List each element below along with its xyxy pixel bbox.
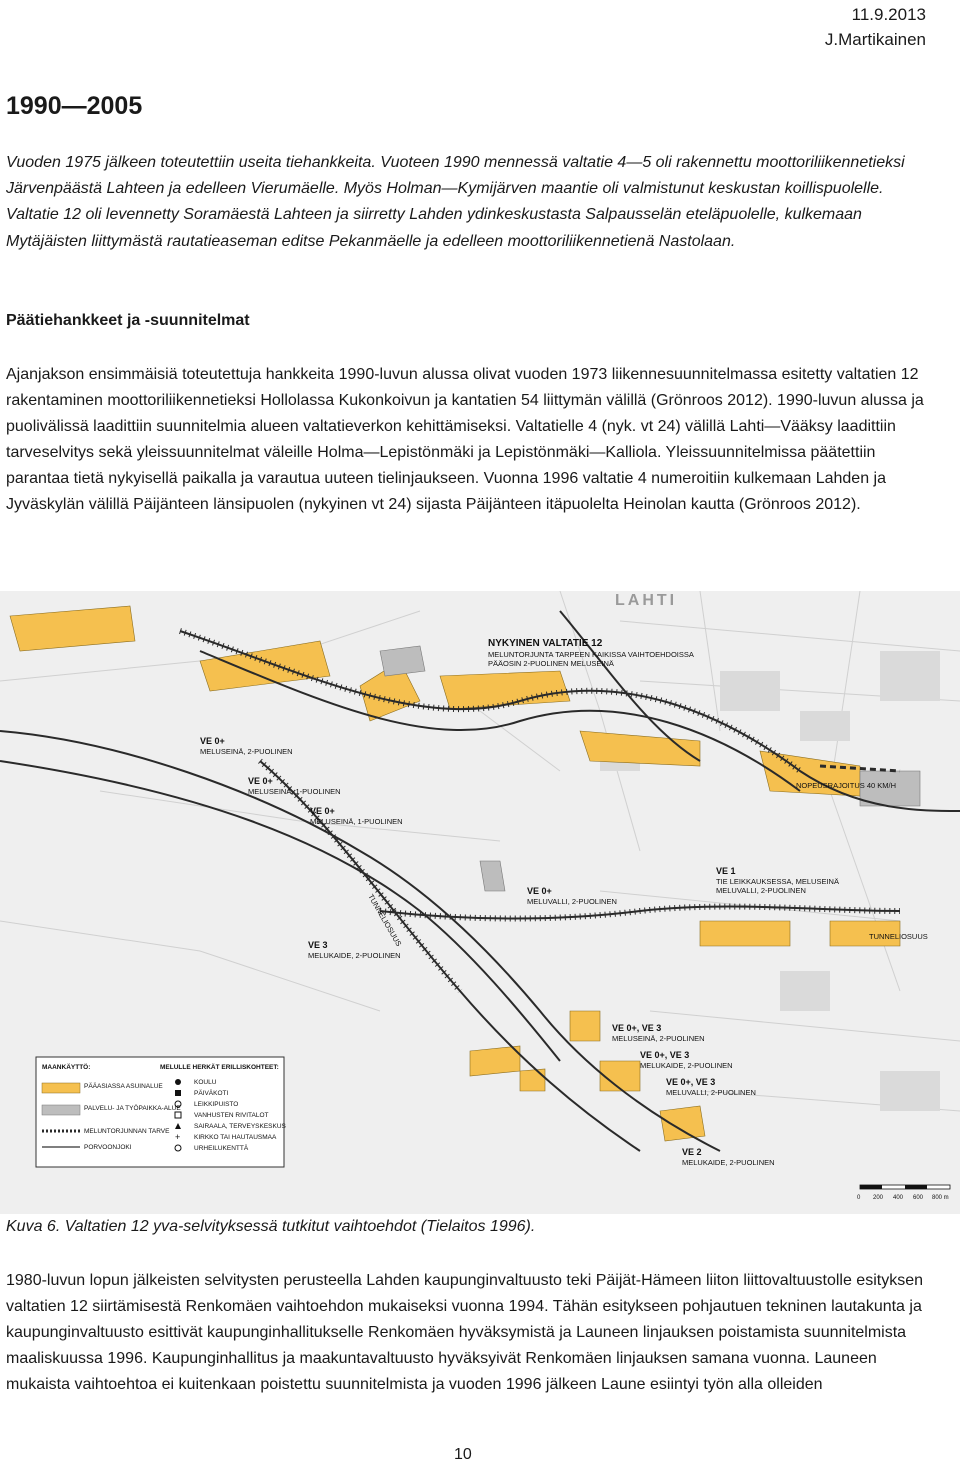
legend-left-title: MAANKÄYTTÖ: [42,1064,91,1071]
svg-text:NYKYINEN VALTATIE 12: NYKYINEN VALTATIE 12 [488,638,603,649]
map-city-label: LAHTI [615,592,678,609]
svg-text:MELUSEINÄ, 2-PUOLINEN: MELUSEINÄ, 2-PUOLINEN [612,1034,705,1043]
svg-text:MELUVALLI, 2-PUOLINEN: MELUVALLI, 2-PUOLINEN [666,1088,756,1097]
svg-text:VANHUSTEN RIVITALOT: VANHUSTEN RIVITALOT [194,1112,269,1119]
svg-text:0: 0 [857,1195,861,1201]
legend-river: PORVOONJOKI [84,1144,132,1151]
svg-text:VE 3: VE 3 [308,940,328,950]
subsection-heading: Päätiehankkeet ja -suunnitelmat [6,312,250,329]
svg-text:VE 2: VE 2 [682,1147,702,1157]
svg-text:200: 200 [873,1195,884,1201]
svg-text:VE 0+: VE 0+ [200,736,225,746]
svg-text:TUNNELIOSUUS: TUNNELIOSUUS [366,892,404,948]
svg-text:KOULU: KOULU [194,1079,217,1086]
svg-text:SAIRAALA, TERVEYSKESKUS: SAIRAALA, TERVEYSKESKUS [194,1123,286,1130]
svg-text:NOPEUSRAJOITUS 40 KM/H: NOPEUSRAJOITUS 40 KM/H [796,781,897,790]
svg-text:MELUKAIDE, 2-PUOLINEN: MELUKAIDE, 2-PUOLINEN [640,1061,733,1070]
section-title: 1990—2005 [6,92,143,120]
svg-text:MELUVALLI, 2-PUOLINEN: MELUVALLI, 2-PUOLINEN [527,897,617,906]
svg-text:PÄIVÄKOTI: PÄIVÄKOTI [194,1090,229,1097]
svg-text:600: 600 [913,1195,924,1201]
svg-text:MELUKAIDE, 2-PUOLINEN: MELUKAIDE, 2-PUOLINEN [308,951,401,960]
legend-service: PALVELU- JA TYÖPAIKKA-ALUE [84,1105,181,1112]
figure-caption: Kuva 6. Valtatien 12 yva-selvityksessä tutkitut vaihtoehdot (Tielaitos 1996). [6,1218,536,1235]
svg-text:PÄÄOSIN 2-PUOLINEN MELUSEINÄ: PÄÄOSIN 2-PUOLINEN MELUSEINÄ [488,659,614,668]
svg-text:400: 400 [893,1195,904,1201]
svg-text:TIE LEIKKAUKSESSA, MELUSEINÄ: TIE LEIKKAUKSESSA, MELUSEINÄ [716,877,839,886]
intro-paragraph: Vuoden 1975 jälkeen toteutettiin useita tiehankkeita. Vuoteen 1990 mennessä valtatie 4—5 oli rakennettu moottoriliikennetieksi Järvenpäästä Lahteen ja edelleen Vierumäelle. Myös Holman—Kymijärven maantie oli valmistunut keskustan koillispuolelle. Valtatie 12 oli levennetty Soramäestä Lahteen ja siirretty Lahden ydinkeskustasta Salpausselän eteläpuolelle, kulkemaan Mytäjäisten liittymästä rautatieaseman editse Pekanmäelle ja edelleen moottoriliikennetienä Nastolaan. [6,154,905,250]
svg-text:MELUSEINÄ, 1-PUOLINEN: MELUSEINÄ, 1-PUOLINEN [310,817,403,826]
svg-text:KIRKKO TAI HAUTAUSMAA: KIRKKO TAI HAUTAUSMAA [194,1134,277,1141]
svg-text:800 m: 800 m [932,1195,949,1201]
svg-text:LEIKKIPUISTO: LEIKKIPUISTO [194,1101,239,1108]
route-alternatives-map [0,591,960,1214]
page-number: 10 [454,1446,472,1463]
svg-text:MELUNTORJUNTA TARPEEN KAIKISSA: MELUNTORJUNTA TARPEEN KAIKISSA VAIHTOEHDOISSA [488,650,694,659]
page-header [825,2,926,52]
legend-noise: MELUNTORJUNNAN TARVE [84,1128,170,1135]
svg-text:MELUKAIDE, 2-PUOLINEN: MELUKAIDE, 2-PUOLINEN [682,1158,775,1167]
svg-text:MELUVALLI, 2-PUOLINEN: MELUVALLI, 2-PUOLINEN [716,886,806,895]
header-author: J.Martikainen [824,30,926,49]
legend-right-title: MELULLE HERKÄT ERILLISKOHTEET: [160,1064,279,1071]
svg-text:MELUSEINÄ, 2-PUOLINEN: MELUSEINÄ, 2-PUOLINEN [200,747,293,756]
body-paragraph-1: Ajanjakson ensimmäisiä toteutettuja hankkeita 1990-luvun alussa olivat vuoden 1973 liikennesuunnitelmassa esitetty valtatien 12 rakentaminen moottoriliikennetieksi Hollolassa Kukonkoivun ja kantatien 54 liittymän välillä (Grönroos 2012). 1990-luvun alussa ja puolivälissä laadittiin suunnitelmia alueen valtatieverkon kehittämiseksi. Valtatielle 4 (nyk. vt 24) välillä Lahti—Vääksy laadittiin tarveselvitys sekä yleissuunnitelmat väleille Holma—Lepistönmäki ja Lepistönmäki—Kalliola. Yleissuunnitelmissa päätettiin parantaa tietä nykyisellä paikalla ja varautua uuteen tielinjaukseen. Vuonna 1996 valtatie 4 numeroitiin kulkemaan Lahden ja Jyväskylän välillä Päijänteen länsipuolen (nykyinen vt 24) sijasta Päijänteen itäpuolelta Heinolan kautta (Grönroos 2012). [6,366,924,513]
svg-text:URHEILUKENTTÄ: URHEILUKENTTÄ [194,1145,249,1152]
header-date: 11.9.2013 [851,5,926,24]
svg-text:VE 0+, VE 3: VE 0+, VE 3 [666,1077,716,1087]
svg-text:VE 0+, VE 3: VE 0+, VE 3 [640,1050,690,1060]
legend-housing: PÄÄASIASSA ASUINALUE [84,1083,163,1090]
svg-text:VE 1: VE 1 [716,866,736,876]
body-paragraph-2: 1980-luvun lopun jälkeisten selvitysten perusteella Lahden kaupunginvaltuusto teki Päijät-Hämeen liiton liittovaltuustolle esityksen valtatien 12 siirtämisestä Renkomäen vaihtoehdon mukaiseksi vuonna 1994. Tähän esitykseen pohjautuen tekninen lautakunta ja kaupunginvaltuusto esittivät kaupunginhallitukselle Renkomäen hyväksymistä ja Launeen linjauksen poistamista suunnitelmista maaliskuussa 1996. Kaupunginhallitus ja maakuntavaltuusto hyväksyivät Renkomäen linjauksen samana vuonna. Launeen mukaista vaihtoehtoa ei kuitenkaan poistettu suunnitelmista ja vuoden 1996 jälkeen Laune esiintyi työn alla olleiden [6,1272,923,1393]
svg-text:MELUSEINÄ, 1-PUOLINEN: MELUSEINÄ, 1-PUOLINEN [248,787,341,796]
svg-text:VE 0+: VE 0+ [527,886,552,896]
svg-text:TUNNELIOSUUS: TUNNELIOSUUS [869,932,928,941]
map-legend [36,1057,287,1167]
svg-text:VE 0+, VE 3: VE 0+, VE 3 [612,1023,662,1033]
svg-text:VE 0+: VE 0+ [310,806,335,816]
svg-text:VE 0+: VE 0+ [248,776,273,786]
svg-text:+: + [175,1132,181,1142]
